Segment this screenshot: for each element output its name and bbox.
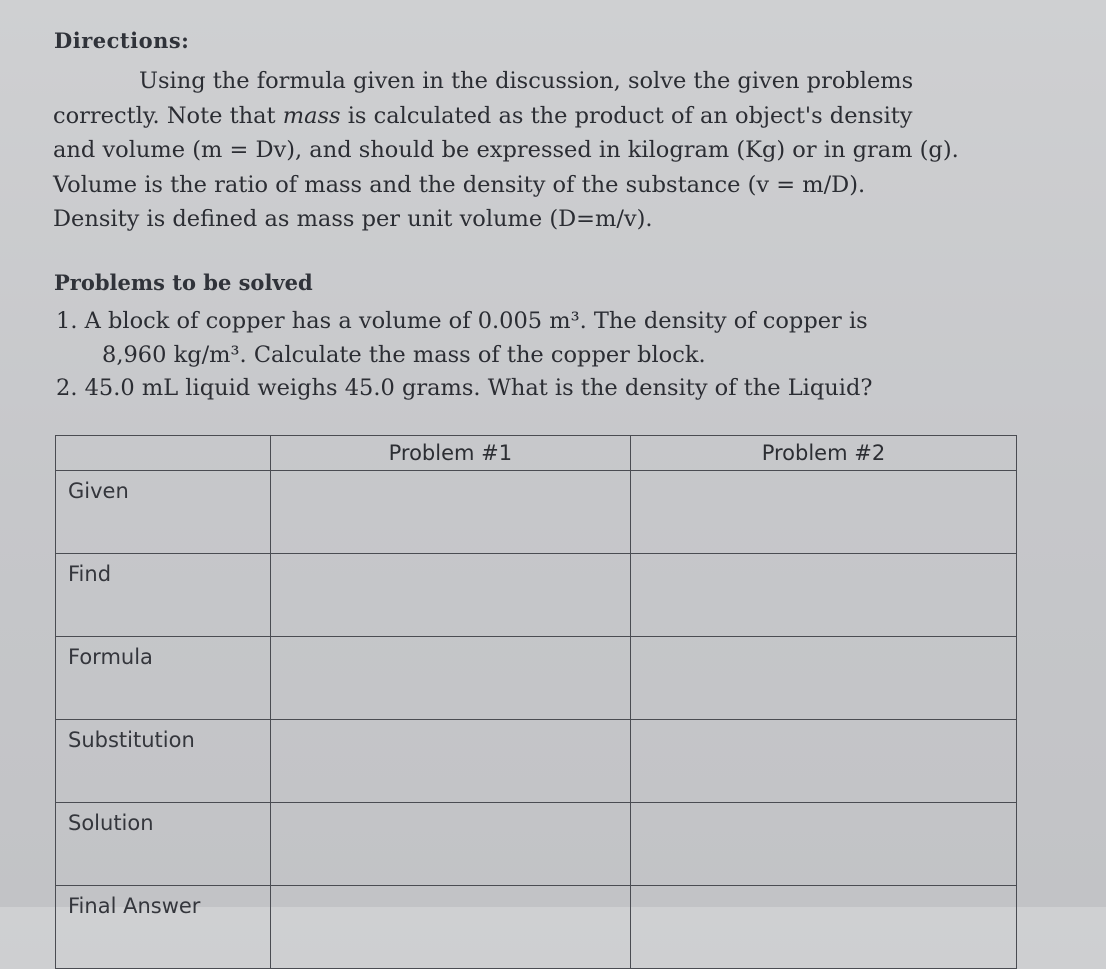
mass-term: mass (282, 102, 341, 129)
final-answer-problem-1-cell[interactable] (270, 886, 630, 969)
row-label-final-answer: Final Answer (56, 886, 271, 969)
find-problem-2-cell[interactable] (630, 554, 1016, 637)
header-empty-cell (56, 436, 271, 471)
directions-line-4: Volume is the ratio of mass and the density of the substance (v = m/D). (53, 171, 866, 198)
table-row (56, 471, 1017, 554)
row-label-given: Given (56, 471, 271, 554)
directions-paragraph (53, 64, 1018, 237)
directions-line-2-end: is calculated as the product of an object's density (340, 102, 913, 129)
formula-problem-1-cell[interactable] (270, 637, 630, 720)
directions-line-1: Using the formula given in the discussion, solve the given problems (139, 68, 914, 94)
find-problem-1-cell[interactable] (270, 554, 630, 637)
solution-problem-2-cell[interactable] (630, 803, 1016, 886)
answer-table (55, 435, 1017, 969)
table-row (56, 637, 1017, 720)
row-label-solution: Solution (56, 803, 271, 886)
header-problem-1: Problem #1 (270, 436, 630, 471)
table-row (56, 554, 1017, 637)
table-row (56, 720, 1017, 803)
problem-1-line-1: 1. A block of copper has a volume of 0.005 m³. The density of copper is (56, 308, 868, 334)
table-row (56, 886, 1017, 969)
problem-1-line-2: 8,960 kg/m³. Calculate the mass of the copper block. (102, 341, 706, 368)
table-header-row (56, 436, 1017, 471)
given-problem-2-cell[interactable] (630, 471, 1016, 554)
solution-problem-1-cell[interactable] (270, 803, 630, 886)
directions-line-2 (53, 99, 1018, 134)
row-label-formula: Formula (56, 637, 271, 720)
final-answer-problem-2-cell[interactable] (630, 886, 1016, 969)
problem-2-line-1: 2. 45.0 mL liquid weighs 45.0 grams. What is the density of the Liquid? (56, 375, 873, 401)
directions-heading: Directions: (54, 28, 190, 53)
directions-line-5: Density is defined as mass per unit volume (D=m/v). (53, 206, 653, 232)
table-row (56, 803, 1017, 886)
row-label-substitution: Substitution (56, 720, 271, 803)
problems-heading: Problems to be solved (54, 270, 313, 295)
row-label-find: Find (56, 554, 271, 637)
header-problem-2: Problem #2 (630, 436, 1016, 471)
substitution-problem-2-cell[interactable] (630, 720, 1016, 803)
directions-line-2-start: correctly. Note that (53, 102, 283, 129)
given-problem-1-cell[interactable] (270, 471, 630, 554)
substitution-problem-1-cell[interactable] (270, 720, 630, 803)
problems-list (56, 305, 1006, 406)
directions-line-3: and volume (m = Dv), and should be expressed in kilogram (Kg) or in gram (g). (53, 137, 959, 163)
formula-problem-2-cell[interactable] (630, 637, 1016, 720)
